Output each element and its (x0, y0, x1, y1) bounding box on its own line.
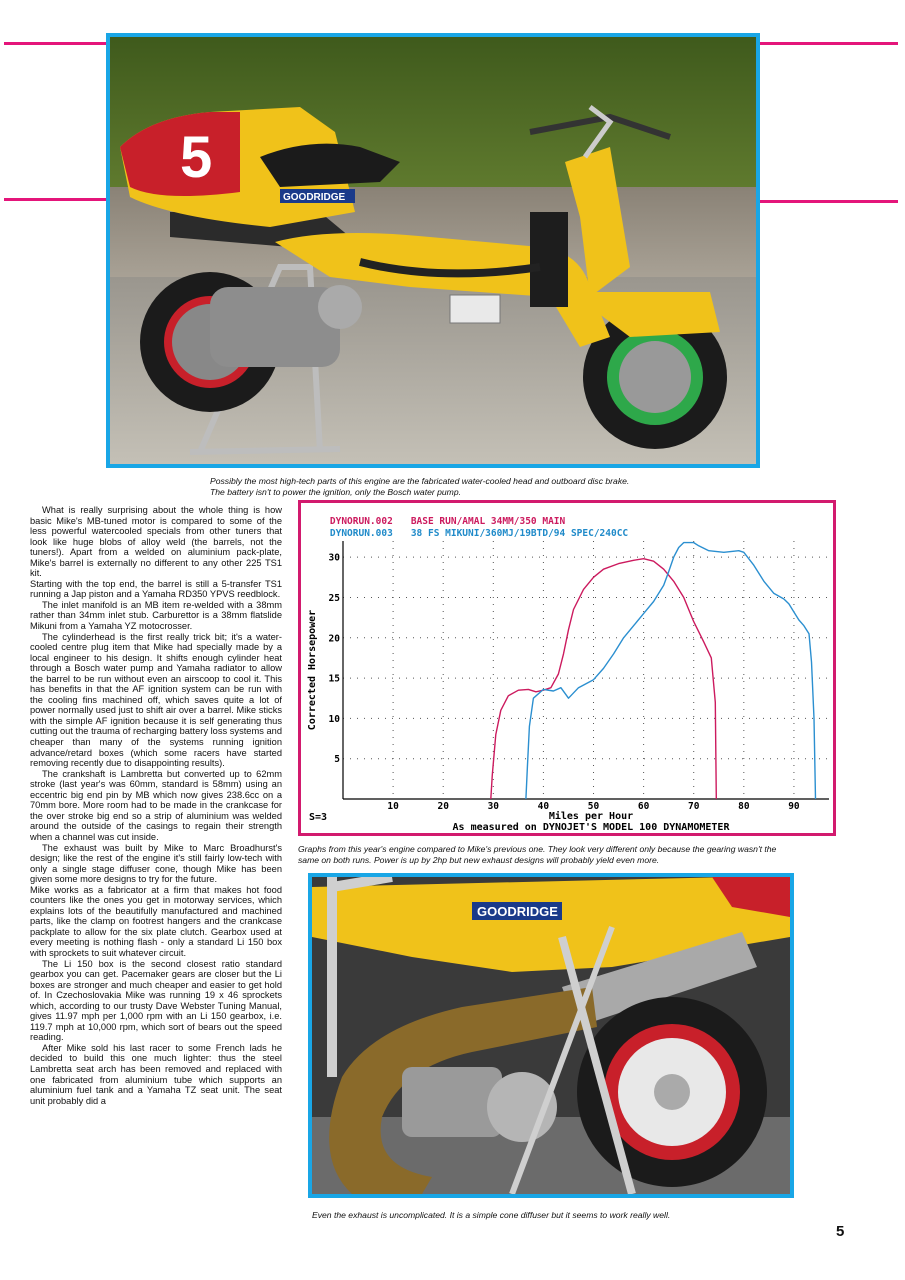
scooter-photo (106, 33, 760, 468)
article-paragraph: Mike works as a fabricator at a firm that makes hot food counters like the ones you get in motorway services, which explains lots of the beautifully manufactured and machined parts, like the clamp on footrest hangers and the crankcase packplate to allow for the six plate clutch. Gearbox used at every meeting is nothing flash - only a standard Li 150 box with sprockets to suit whatever circuit. (30, 884, 282, 958)
smoothing-label: S=3 (309, 812, 328, 823)
article-paragraph: What is really surprising about the whole thing is how basic Mike's MB-tuned motor is compared to some of the less powerful watercooled specials from other tuners that look like huge blobs of alloy weld (the barrels, not the tuners!). Apart from a welded on aluminium pack-plate, Mike's barrel is externally no different to any other 225 TS1 kit. (30, 505, 282, 579)
decorative-bar-mid-left (4, 198, 108, 201)
race-number: 5 (180, 125, 213, 190)
chart-run-1-desc: BASE RUN/AMAL 34MM/350 MAIN (410, 516, 566, 527)
y-tick-label: 25 (328, 592, 340, 604)
exhaust-illustration (312, 877, 790, 1194)
x-tick-label: 40 (537, 801, 550, 812)
sponsor-decal-bottom: GOODRIDGE (477, 904, 558, 919)
y-tick-label: 30 (328, 552, 340, 564)
article-paragraph: The Li 150 box is the second closest ratio standard gearbox you can get. Pacemaker gears are closer but the Li boxes are stronger and much cheaper and easier to get hold of. In Czechoslovakia Mike was running 19 x 46 sprockets which, according to our trusty Dave Webster Tuning Manual, gives 11.97 mph per 1,000 rpm with an Li 150 gearbox, i.e. 119.7 mph at 10,000 rpm, which sort of bears out the speed reading. (30, 958, 282, 1043)
chart-caption-line-1: Graphs from this year's engine compared to Mike's previous one. They look very different only because the gearing wasn't the (298, 844, 777, 854)
page-number: 5 (836, 1223, 845, 1240)
article-body (30, 505, 282, 1225)
article-paragraph: The crankshaft is Lambretta but converted up to 62mm stroke (last year's was 60mm, standard is 58mm) using an eccentric big end pin by MB which now gives 238.6cc on a 70mm bore. More room had to be made in the crankcase for the over stroke big end so a strip of aluminium was welded around the outside of the casings to regain their strength when a channel was cut inside. (30, 768, 282, 842)
decorative-bar-top-left (4, 42, 108, 45)
exhaust-photo (308, 873, 794, 1198)
x-tick-label: 30 (487, 801, 500, 812)
x-axis-title: Miles per Hour (548, 811, 634, 822)
y-tick-label: 20 (328, 633, 340, 645)
series-line-2 (526, 543, 816, 799)
y-tick-label: 5 (334, 754, 340, 766)
chart-run-1-name: DYNORUN.002 (329, 516, 393, 527)
y-axis-title: Corrected Horsepower (307, 609, 318, 731)
x-tick-label: 20 (437, 801, 449, 812)
top-photo-caption (210, 476, 770, 498)
article-paragraph: The cylinderhead is the first really trick bit; it's a water-cooled centre plug item that Mike had specially made by a local engineer to his design. It shifts enough cylinder heat through a Bosch water pump and Yamaha radiator to allow the barrel to be run without even an airscoop to cool it. This has benefits in that the AF ignition system can be run with the cooling fins machined off, which saves quite a lot of power normally used just to shift air over a barrel. Mike sticks with the simple AF ignition because it is self generating thus cutting out the trauma of recharging battery loss systems and cheaper than many of the systems running ignition advance/retard boxes (which some racers have started removing recently due to disappointing results). (30, 631, 282, 769)
chart-footer: As measured on DYNOJET'S MODEL 100 DYNAMOMETER (452, 822, 730, 833)
decorative-bar-mid-right (758, 200, 898, 203)
dyno-plot-area (301, 503, 833, 833)
chart-caption (298, 844, 858, 866)
article-paragraph: The inlet manifold is an MB item re-welded with a 38mm rather than 34mm inlet stub. Carburettor is a 38mm flatslide Mikuni from a Yamaha YZ motocrosser. (30, 599, 282, 632)
article-paragraph: Starting with the top end, the barrel is still a 5-transfer TS1 running a Jap piston and a Yamaha RD350 YPVS reedblock. (30, 578, 282, 600)
scooter-illustration (110, 37, 756, 464)
chart-run-2-name: DYNORUN.003 (329, 528, 393, 539)
y-tick-label: 15 (328, 673, 340, 685)
x-tick-label: 50 (587, 801, 600, 812)
x-tick-label: 70 (687, 801, 700, 812)
decorative-bar-top-right (758, 42, 898, 45)
bottom-photo-caption: Even the exhaust is uncomplicated. It is a simple cone diffuser but it seems to work really well. (312, 1210, 671, 1220)
x-tick-label: 10 (387, 801, 399, 812)
top-caption-line-1: Possibly the most high-tech parts of this engine are the fabricated water-cooled head and outboard disc brake. (210, 476, 630, 486)
article-paragraph: The exhaust was built by Mike to Marc Broadhurst's design; like the rest of the engine it's still fairly low-tech with only a single stage diffuser cone, though Mike has been given some more designs to try for the future. (30, 842, 282, 885)
sponsor-decal-top: GOODRIDGE (283, 192, 346, 203)
article-paragraph: After Mike sold his last racer to some French lads he decided to build this one much lighter: thus the steel Lambretta seat arch has been removed and replaced with one fabricated from aluminium tube which supports an aluminium fuel tank and a Yamaha TZ seat unit. The seat unit probably did a (30, 1042, 282, 1106)
dyno-chart (298, 500, 836, 836)
chart-caption-line-2: same on both runs. Power is up by 2hp but new exhaust designs will probably yield even more. (298, 855, 660, 865)
x-tick-label: 60 (637, 801, 650, 812)
y-tick-label: 10 (328, 713, 340, 725)
chart-run-2-desc: 38 FS MIKUNI/360MJ/19BTD/94 SPEC/240CC (410, 528, 629, 539)
top-caption-line-2: The battery isn't to power the ignition, only the Bosch water pump. (210, 487, 461, 497)
x-tick-label: 90 (788, 801, 800, 812)
x-tick-label: 80 (738, 801, 750, 812)
series-line-1 (491, 559, 717, 799)
